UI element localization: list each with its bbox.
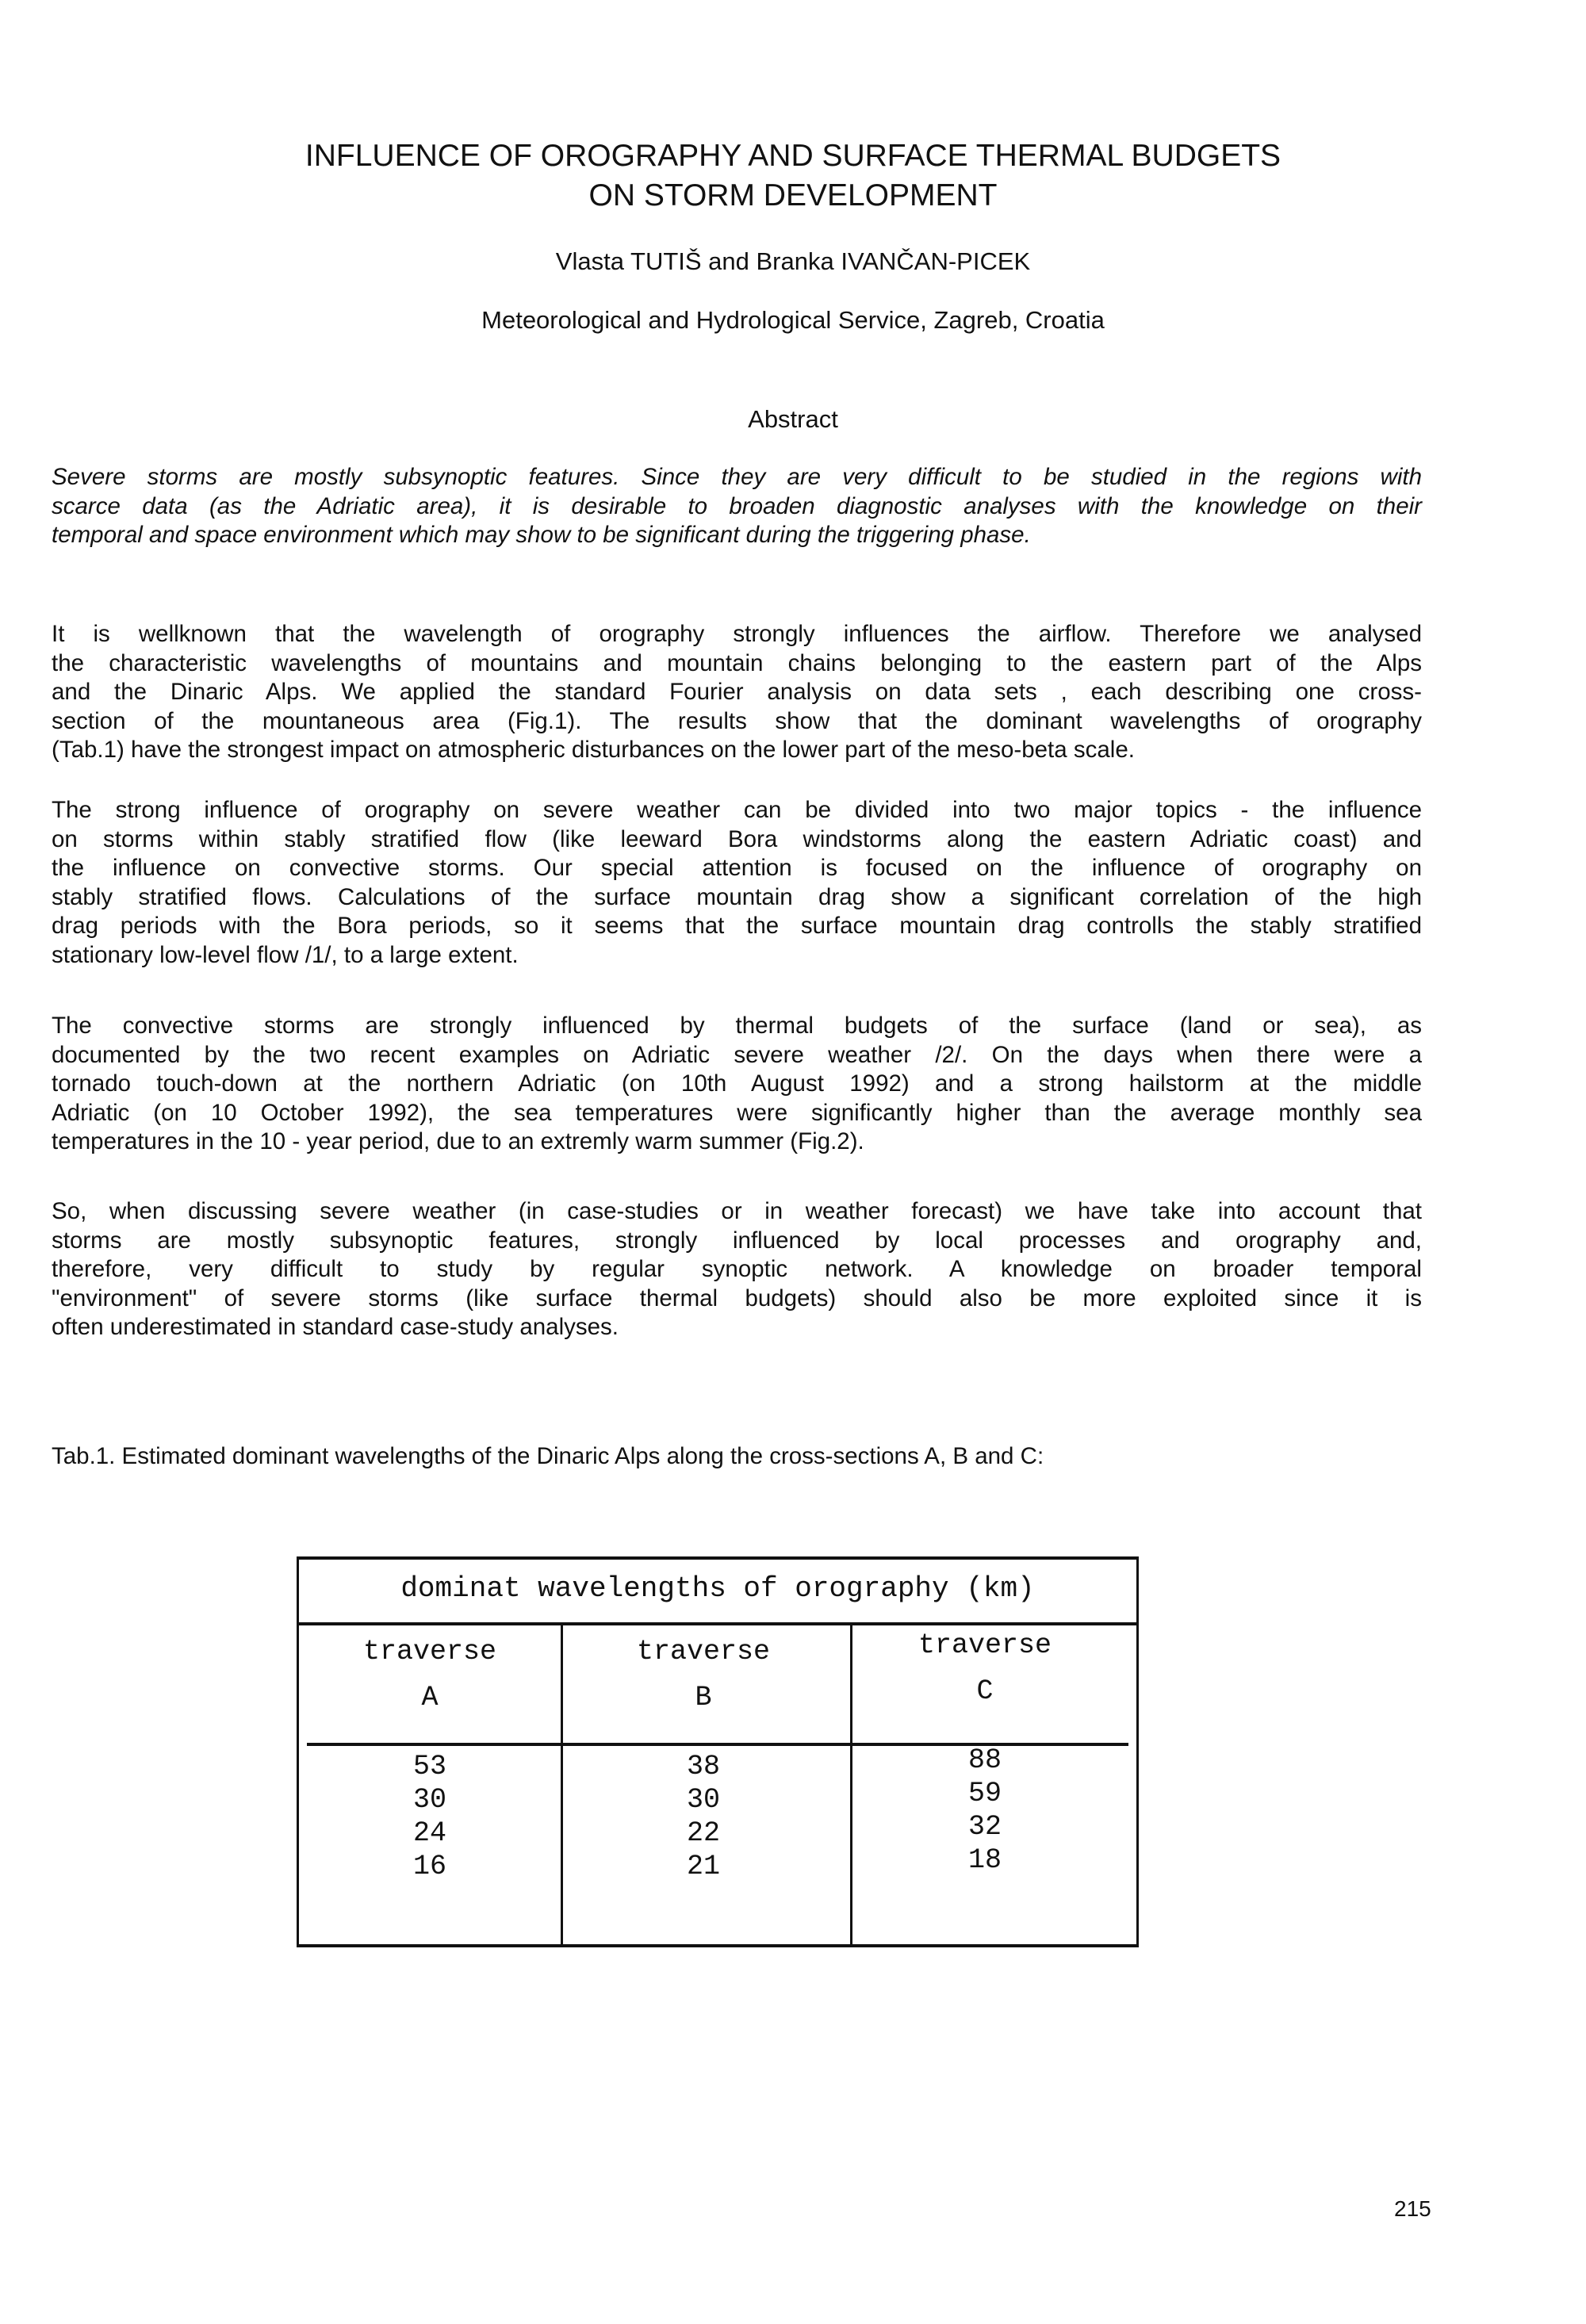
column-label: traverse: [362, 1636, 497, 1667]
text-line: storms are mostly subsynoptic features, strongly influenced by local processes and orography and,: [52, 1227, 1422, 1254]
text-line: The strong influence of orography on severe weather can be divided into two major topics - the influence: [52, 797, 1422, 823]
page-number: 215: [1394, 2196, 1431, 2221]
text-line: the influence on convective storms. Our special attention is focused on the influence of orography on: [52, 855, 1422, 881]
text-line: Severe storms are mostly subsynoptic features. Since they are very difficult to be studied in the regions with: [52, 464, 1422, 490]
column-c: [846, 1629, 1124, 1877]
table-cell: 22: [686, 1817, 720, 1849]
abstract-text: [52, 463, 1422, 550]
text-line: on storms within stably stratified flow (like leeward Bora windstorms along the eastern Adriatic coast) and: [52, 825, 1422, 852]
text-line: temperatures in the 10 - year period, due to an extremly warm summer (Fig.2).: [52, 1128, 864, 1154]
text-line: "environment" of severe storms (like surface thermal budgets) should also be more exploited since it is: [52, 1285, 1422, 1311]
text-line: scarce data (as the Adriatic area), it is desirable to broaden diagnostic analyses with the knowledge on their: [52, 492, 1422, 519]
table-cell: 30: [412, 1784, 446, 1816]
text-line: section of the mountaneous area (Fig.1). The results show that the dominant wavelengths of orography: [52, 707, 1422, 734]
authors: Vlasta TUTIŠ and Branka IVANČAN-PICEK: [555, 247, 1031, 275]
column-b: [565, 1636, 842, 1883]
table-cell: 59: [967, 1778, 1002, 1809]
column-a: [291, 1636, 569, 1883]
table-cell: 88: [967, 1744, 1002, 1776]
text-line: tornado touch-down at the northern Adriatic (on 10th August 1992) and a strong hailstorm at the middle: [52, 1070, 1422, 1097]
abstract-heading: Abstract: [748, 405, 838, 433]
column-letter: A: [421, 1682, 439, 1713]
table-rule: [299, 1622, 1136, 1625]
text-line: and the Dinaric Alps. We applied the standard Fourier analysis on data sets , each describing one cross-: [52, 679, 1422, 705]
text-line: stationary low-level flow /1/, to a large extent.: [52, 941, 519, 968]
column-letter: C: [976, 1675, 994, 1707]
table-rule: [299, 1556, 1136, 1560]
paragraph-3: [52, 1012, 1422, 1157]
text-line: stably stratified flows. Calculations of the surface mountain drag show a significant correlation of the high: [52, 883, 1422, 910]
table-cell: 16: [412, 1851, 446, 1882]
table-rule: [299, 1944, 1136, 1947]
affiliation: Meteorological and Hydrological Service, Zagreb, Croatia: [481, 306, 1105, 334]
table-header: dominat wavelengths of orography (km): [400, 1572, 1035, 1605]
paragraph-1: [52, 620, 1422, 765]
column-label: traverse: [636, 1636, 771, 1667]
title-line: INFLUENCE OF OROGRAPHY AND SURFACE THERMAL BUDGETS: [305, 139, 1281, 173]
paper-title: [0, 136, 1586, 216]
title-line: ON STORM DEVELOPMENT: [588, 178, 998, 212]
text-line: therefore, very difficult to study by regular synoptic network. A knowledge on broader temporal: [52, 1256, 1422, 1282]
paragraph-4: [52, 1197, 1422, 1342]
text-line: Adriatic (on 10 October 1992), the sea temperatures were significantly higher than the average monthly sea: [52, 1099, 1422, 1126]
table-cell: 32: [967, 1811, 1002, 1843]
text-line: temporal and space environment which may show to be significant during the triggering phase.: [52, 522, 1031, 548]
column-letter: B: [695, 1682, 712, 1713]
column-label: traverse: [918, 1629, 1052, 1661]
wavelength-table: [297, 1556, 1139, 1947]
text-line: So, when discussing severe weather (in case-studies or in weather forecast) we have take into account that: [52, 1198, 1422, 1224]
text-line: documented by the two recent examples on Adriatic severe weather /2/. On the days when there were a: [52, 1041, 1422, 1068]
text-line: (Tab.1) have the strongest impact on atmospheric disturbances on the lower part of the meso-beta scale.: [52, 737, 1135, 763]
table-caption: Tab.1. Estimated dominant wavelengths of the Dinaric Alps along the cross-sections A, B and C:: [52, 1443, 1044, 1469]
text-line: drag periods with the Bora periods, so it seems that the surface mountain drag controlls the stably stratified: [52, 913, 1422, 939]
table-cell: 24: [412, 1817, 446, 1849]
table-cell: 38: [686, 1751, 720, 1782]
paragraph-2: [52, 796, 1422, 970]
text-line: often underestimated in standard case-study analyses.: [52, 1314, 619, 1340]
table-cell: 18: [967, 1844, 1002, 1876]
text-line: The convective storms are strongly influenced by thermal budgets of the surface (land or sea), as: [52, 1013, 1422, 1039]
table-cell: 21: [686, 1851, 720, 1882]
text-line: It is wellknown that the wavelength of orography strongly influences the airflow. Therefore we analysed: [52, 621, 1422, 647]
text-line: the characteristic wavelengths of mountains and mountain chains belonging to the eastern part of the Alps: [52, 649, 1422, 676]
table-cell: 30: [686, 1784, 720, 1816]
table-cell: 53: [412, 1751, 446, 1782]
